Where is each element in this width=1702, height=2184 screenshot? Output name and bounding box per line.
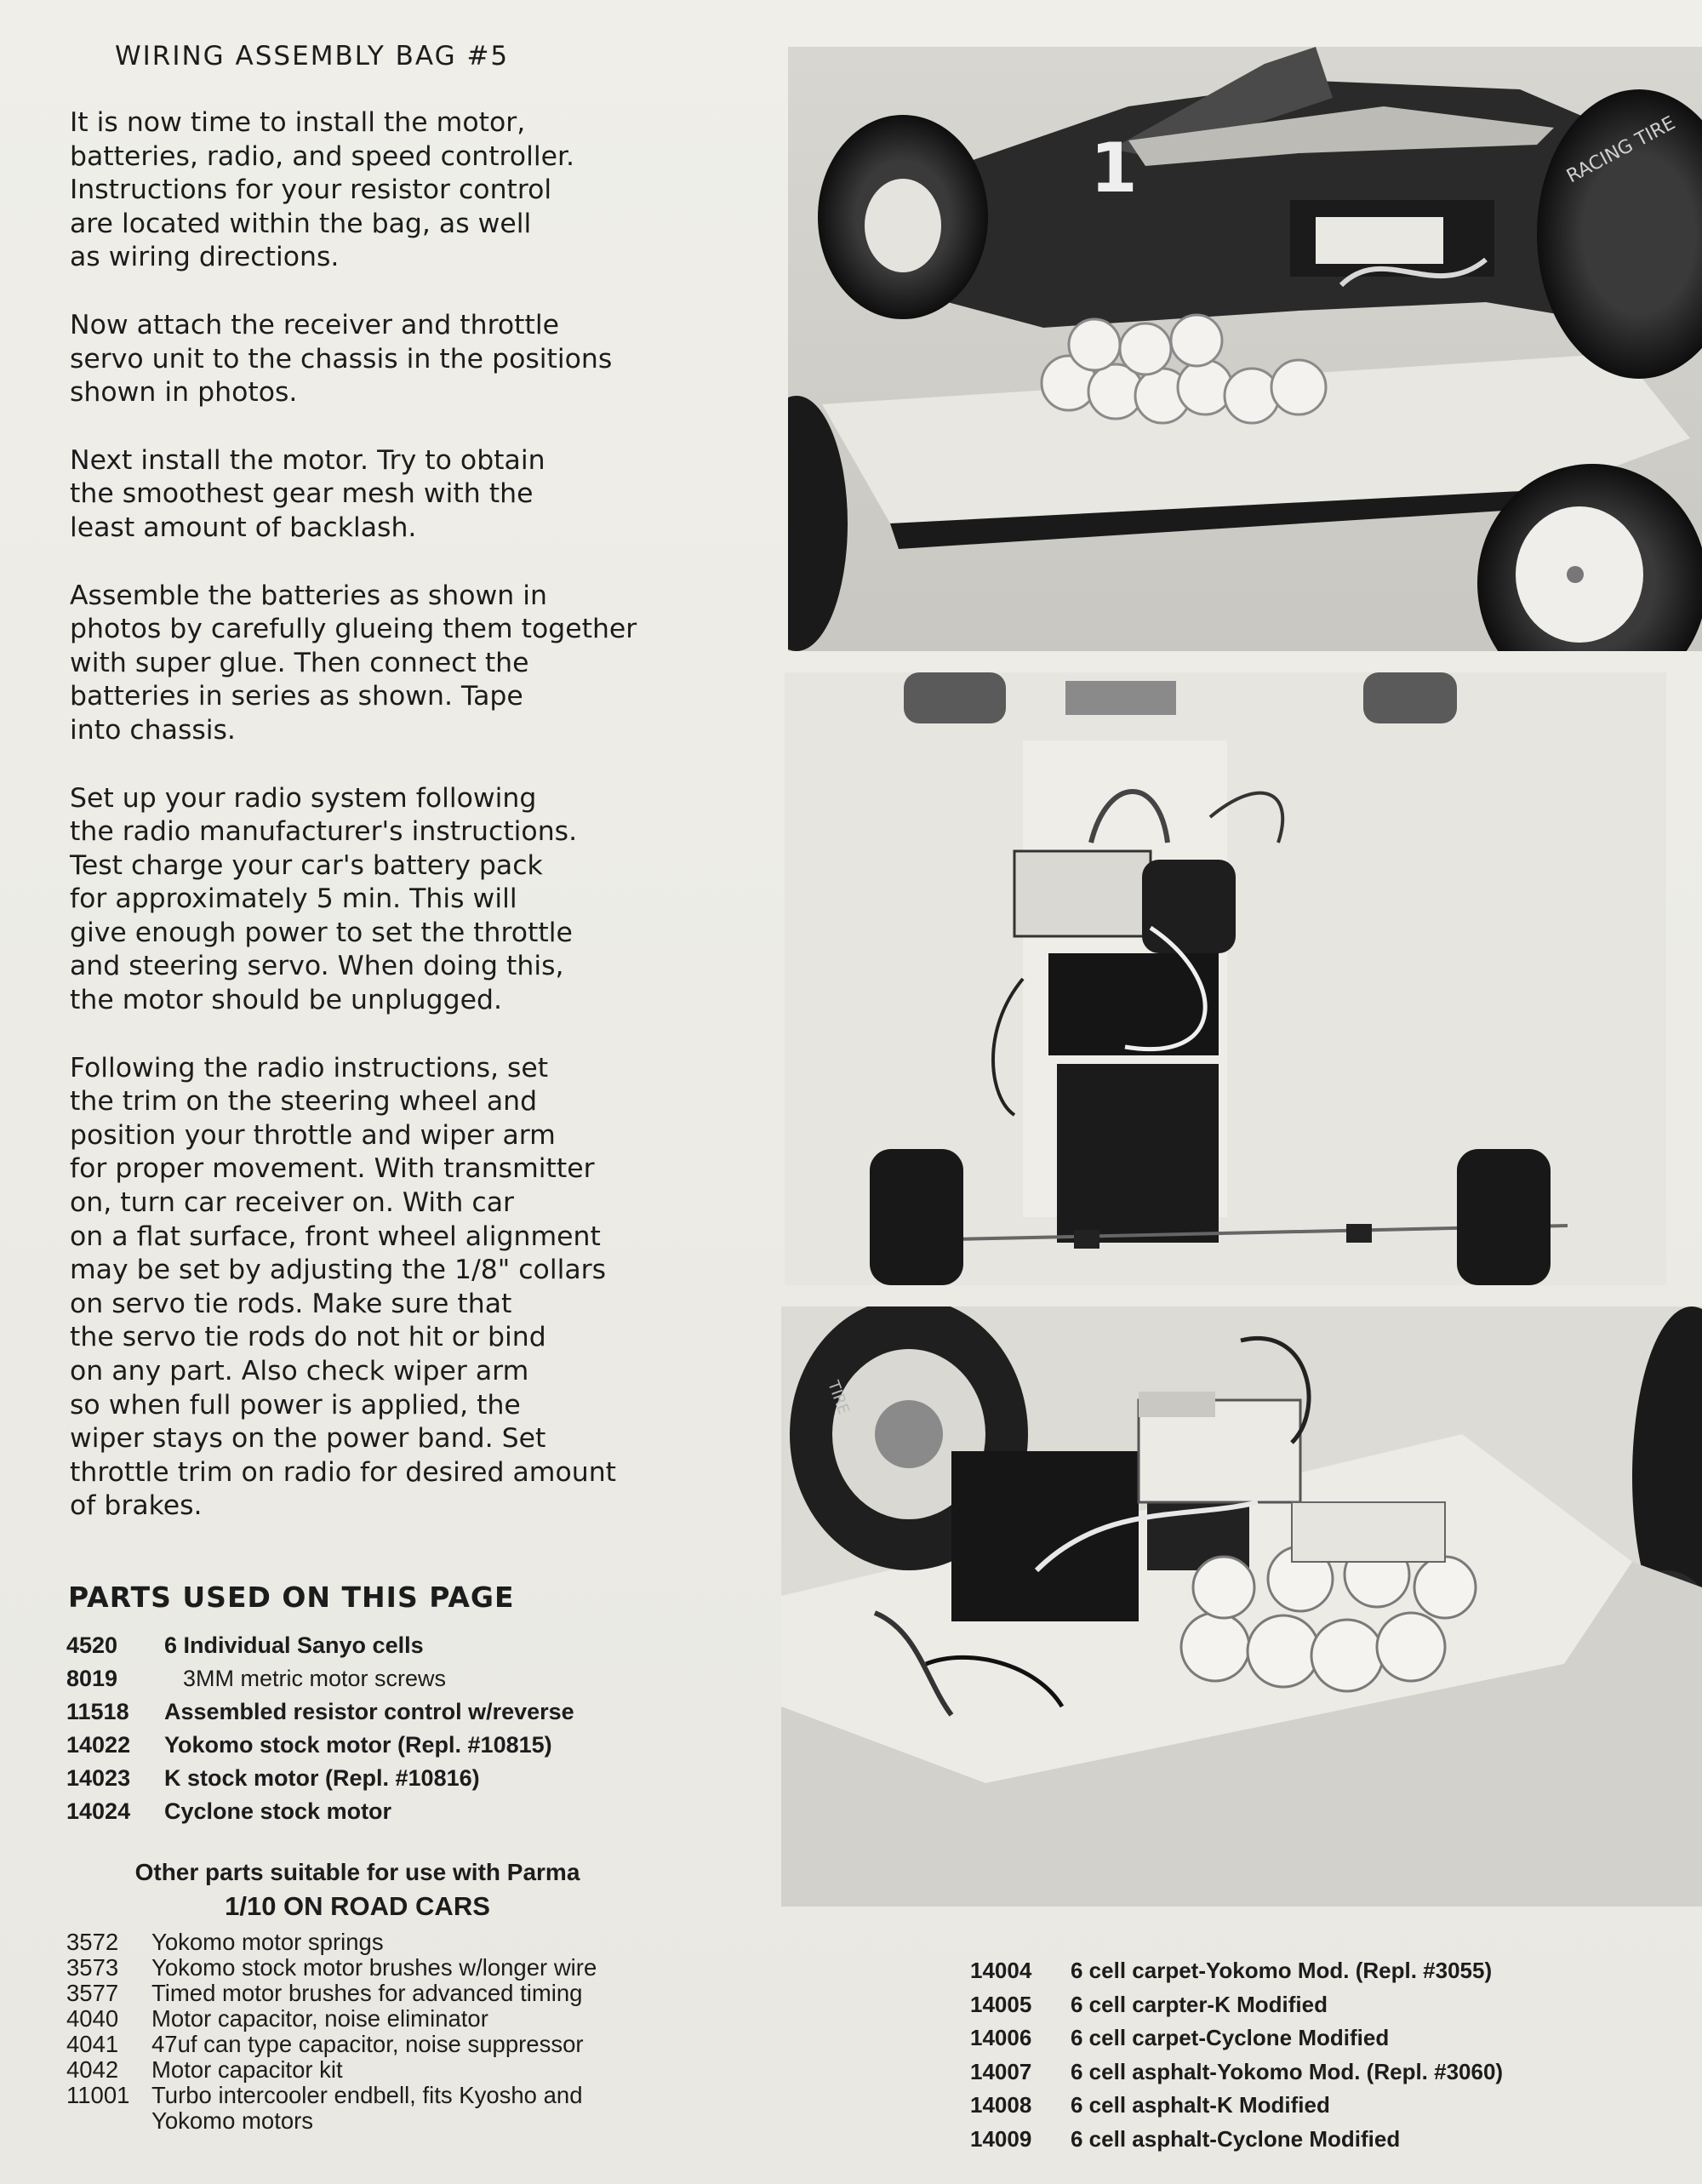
part-description: Assembled resistor control w/reverse bbox=[164, 1699, 574, 1724]
parts-list bbox=[66, 1632, 713, 1832]
list-item bbox=[66, 1955, 713, 1981]
part-description: 6 cell carpet-Yokomo Mod. (Repl. #3055) bbox=[1071, 1958, 1493, 1983]
part-description: Turbo intercooler endbell, fits Kyosho and Yokomo motors bbox=[151, 2082, 583, 2134]
part-number: 4520 bbox=[66, 1632, 118, 1658]
section-title: WIRING ASSEMBLY BAG #5 bbox=[115, 41, 510, 71]
part-number: 8019 bbox=[66, 1666, 118, 1691]
paragraph-receiver: Now attach the receiver and throttle servo unit to the chassis in the positions shown in photos. bbox=[70, 309, 613, 409]
part-number: 4042 bbox=[66, 2056, 119, 2083]
paragraph-intro: It is now time to install the motor, batteries, radio, and speed controller. Instructions for your resistor control are located within the bag, as well as wiring directions. bbox=[70, 107, 575, 273]
part-description: Yokomo stock motor brushes w/longer wire bbox=[151, 1954, 597, 1981]
list-item bbox=[66, 1765, 713, 1798]
other-parts-list bbox=[66, 1930, 713, 2134]
list-item bbox=[66, 1930, 713, 1955]
part-description: Yokomo motor springs bbox=[151, 1929, 384, 1955]
list-item bbox=[970, 2092, 1668, 2126]
part-description: 3MM metric motor screws bbox=[183, 1666, 447, 1691]
other-parts-subtitle: 1/10 ON ROAD CARS bbox=[225, 1891, 490, 1921]
part-number: 14009 bbox=[970, 2125, 1032, 2152]
battery-packs-list bbox=[970, 1958, 1668, 2159]
part-number: 14023 bbox=[66, 1765, 131, 1791]
part-description: 6 cell asphalt-K Modified bbox=[1071, 2092, 1330, 2118]
part-description: Cyclone stock motor bbox=[164, 1798, 392, 1824]
parts-title: PARTS USED ON THIS PAGE bbox=[68, 1581, 515, 1614]
photo-car-side-view bbox=[788, 47, 1702, 651]
part-number: 4040 bbox=[66, 2005, 119, 2032]
list-item bbox=[970, 2126, 1668, 2160]
list-item bbox=[970, 1958, 1668, 1992]
list-item bbox=[66, 1981, 713, 2006]
part-number: 14004 bbox=[970, 1958, 1032, 1983]
other-parts-heading bbox=[51, 1855, 664, 1924]
list-item bbox=[970, 1992, 1668, 2026]
list-item bbox=[66, 2032, 713, 2057]
part-description: 6 cell asphalt-Yokomo Mod. (Repl. #3060) bbox=[1071, 2058, 1504, 2084]
part-description: Timed motor brushes for advanced timing bbox=[151, 1980, 583, 2006]
list-item bbox=[66, 2083, 713, 2134]
part-number: 14007 bbox=[970, 2058, 1032, 2084]
list-item bbox=[66, 1732, 713, 1765]
part-number: 11001 bbox=[66, 2082, 130, 2108]
part-description: 6 cell carpet-Cyclone Modified bbox=[1071, 2025, 1390, 2050]
paragraph-motor: Next install the motor. Try to obtain the smoothest gear mesh with the least amount of backlash. bbox=[70, 444, 545, 543]
part-description: Motor capacitor, noise eliminator bbox=[151, 2005, 488, 2032]
photo-chassis-oblique-view bbox=[781, 1306, 1702, 1907]
part-description: 6 cell carpter-K Modified bbox=[1071, 1991, 1328, 2017]
part-number: 3573 bbox=[66, 1954, 119, 1981]
list-item bbox=[66, 2006, 713, 2032]
part-description: 6 Individual Sanyo cells bbox=[164, 1632, 424, 1658]
part-description: 6 cell asphalt-Cyclone Modified bbox=[1071, 2125, 1401, 2152]
part-description: K stock motor (Repl. #10816) bbox=[164, 1765, 480, 1791]
part-number: 14024 bbox=[66, 1798, 131, 1824]
car-number: 1 bbox=[1090, 129, 1138, 208]
part-number: 11518 bbox=[66, 1699, 129, 1724]
part-description: Yokomo stock motor (Repl. #10815) bbox=[164, 1732, 552, 1758]
part-number: 3572 bbox=[66, 1929, 119, 1955]
list-item bbox=[66, 1699, 713, 1732]
list-item bbox=[66, 1798, 713, 1832]
paragraph-batteries: Assemble the batteries as shown in photos by carefully glueing them together with super glue. Then connect the batteries in series as shown. Tape into chassis. bbox=[70, 580, 637, 746]
list-item bbox=[970, 2025, 1668, 2059]
part-description: 47uf can type capacitor, noise suppressor bbox=[151, 2031, 584, 2057]
part-number: 3577 bbox=[66, 1980, 119, 2006]
part-number: 14008 bbox=[970, 2092, 1032, 2118]
part-description: Motor capacitor kit bbox=[151, 2056, 343, 2083]
part-number: 14006 bbox=[970, 2025, 1032, 2050]
part-number: 4041 bbox=[66, 2031, 119, 2057]
list-item bbox=[66, 1632, 713, 1666]
instructions bbox=[70, 106, 717, 1558]
photo-chassis-top-view bbox=[785, 672, 1666, 1285]
list-item bbox=[970, 2059, 1668, 2093]
paragraph-radio: Set up your radio system following the radio manufacturer's instructions. Test charge your car's battery pack for approximately 5 min. This will give enough power to set the throttle and steering servo. When doing this, the motor should be unplugged. bbox=[70, 782, 578, 1016]
tire-text: TIRE bbox=[824, 1378, 853, 1417]
paragraph-trim: Following the radio instructions, set the trim on the steering wheel and position your throttle and wiper arm for proper movement. With transmitter on, turn car receiver on. With car on a flat surface, front wheel alignment may be set by adjusting the 1/8" collars on servo tie rods. Make sure that the servo tie rods do not hit or bind on any part. Also check wiper arm so when full power is applied, the wiper stays on the power band. Set throttle trim on radio for desired amount of brakes. bbox=[70, 1052, 617, 1522]
tire-text: RACING TIRE bbox=[1563, 112, 1679, 188]
list-item bbox=[66, 1666, 713, 1699]
part-number: 14005 bbox=[970, 1991, 1032, 2017]
list-item bbox=[66, 2057, 713, 2083]
other-parts-title: Other parts suitable for use with Parma bbox=[134, 1859, 580, 1885]
part-number: 14022 bbox=[66, 1732, 131, 1758]
